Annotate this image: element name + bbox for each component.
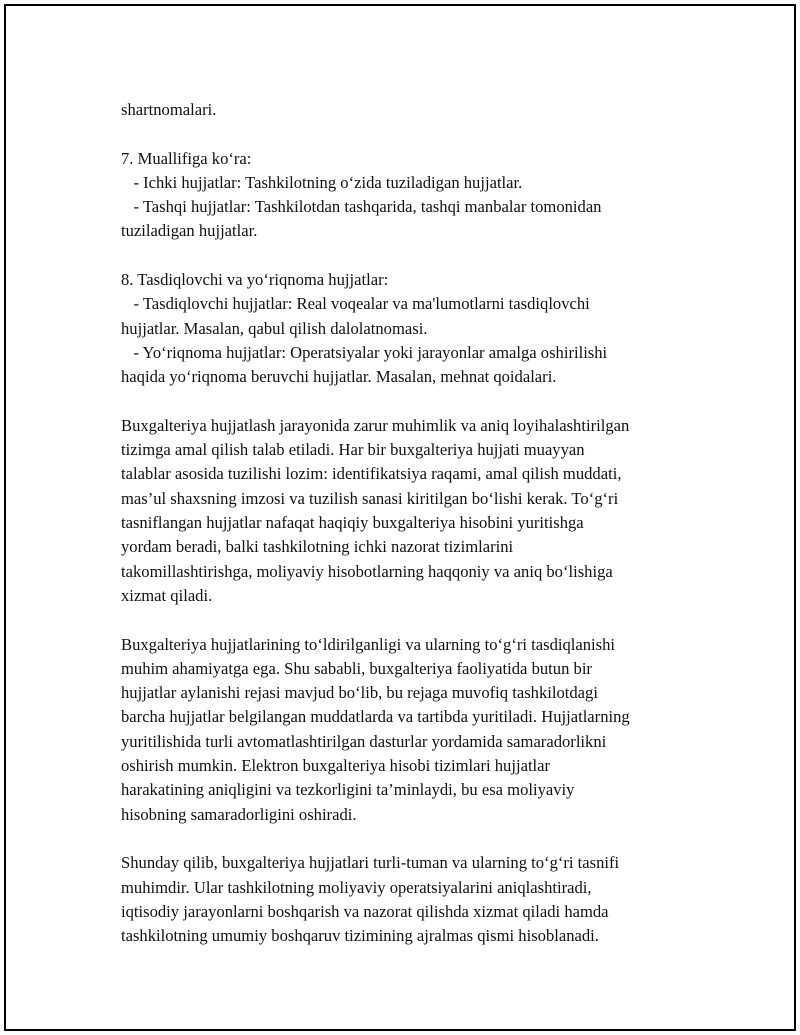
list-subitem: - Tasdiqlovchi hujjatlar: Real voqealar va ma'lumotlarni tasdiqlovchi [121,294,590,314]
text-line: iqtisodiy jarayonlarni boshqarish va nazorat qilishda xizmat qiladi hamda [121,901,609,921]
text-line: tasniflangan hujjatlar nafaqat haqiqiy buxgalteriya hisobini yuritishga [121,513,584,533]
paragraph [121,851,701,948]
text-line: shartnomalari. [121,100,217,119]
text-line: xizmat qiladi. [121,585,213,605]
text-line: muhim ahamiyatga ega. Shu sababli, buxgalteriya faoliyatida butun bir [121,658,592,678]
paragraph-gap [121,390,701,414]
text-line: Buxgalteriya hujjatlash jarayonida zarur muhimlik va aniq loyihalashtirilgan [121,415,630,435]
text-line: muhimdir. Ular tashkilotning moliyaviy operatsiyalarini aniqlashtiradi, [121,877,592,897]
text-line: tashkilotning umumiy boshqaruv tizimining ajralmas qismi hisoblanadi. [121,926,599,946]
list-subitem: - Yo‘riqnoma hujjatlar: Operatsiyalar yoki jarayonlar amalga oshirilishi [121,342,608,362]
text-line: Buxgalteriya hujjatlarining to‘ldirilganligi va ularning to‘g‘ri tasdiqlanishi [121,634,616,654]
list-subitem: - Ichki hujjatlar: Tashkilotning o‘zida tuziladigan hujjatlar. [121,172,523,192]
list-heading: 7. Muallifiga ko‘ra: [121,148,252,168]
text-line: barcha hujjatlar belgilangan muddatlarda va tartibda yuritiladi. Hujjatlarning [121,707,630,727]
text-line: tizimga amal qilish talab etiladi. Har bir buxgalteriya hujjati muayyan [121,440,585,460]
paragraph [121,633,701,827]
document-body [121,98,701,948]
text-line: yuritilishida turli avtomatlashtirilgan dasturlar yordamida samaradorlikni [121,731,607,751]
paragraph [121,414,701,608]
text-line: mas’ul shaxsning imzosi va tuzilish sanasi kiritilgan bo‘lishi kerak. To‘g‘ri [121,488,619,508]
text-line: hujjatlar. Masalan, qabul qilish dalolatnomasi. [121,318,428,338]
text-line: hujjatlar aylanishi rejasi mavjud bo‘lib, bu rejaga muvofiq tashkilotdagi [121,683,598,703]
paragraph-gap [121,122,701,146]
text-line: takomillashtirishga, moliyaviy hisobotlarning haqqoniy va aniq bo‘lishiga [121,561,613,581]
text-line: Shunday qilib, buxgalteriya hujjatlari turli-tuman va ularning to‘g‘ri tasnifi [121,853,620,873]
list-heading: 8. Tasdiqlovchi va yo‘riqnoma hujjatlar: [121,270,389,290]
text-line: yordam beradi, balki tashkilotning ichki nazorat tizimlarini [121,537,514,557]
list-item-8 [121,268,701,389]
list-item-7 [121,147,701,244]
text-line: haqida yo‘riqnoma beruvchi hujjatlar. Masalan, mehnat qoidalari. [121,367,557,387]
continuation-block [121,98,701,122]
paragraph-gap [121,827,701,851]
text-line: oshirish mumkin. Elektron buxgalteriya hisobi tizimlari hujjatlar [121,756,551,776]
paragraph-gap [121,608,701,632]
text-line: hisobning samaradorligini oshiradi. [121,804,357,824]
page-frame [4,4,796,1031]
text-line: harakatining aniqligini va tezkorligini ta’minlaydi, bu esa moliyaviy [121,780,575,800]
text-line: talablar asosida tuzilishi lozim: identifikatsiya raqami, amal qilish muddati, [121,464,622,484]
paragraph-gap [121,244,701,268]
text-line: tuziladigan hujjatlar. [121,221,258,241]
list-subitem: - Tashqi hujjatlar: Tashkilotdan tashqarida, tashqi manbalar tomonidan [121,197,602,217]
